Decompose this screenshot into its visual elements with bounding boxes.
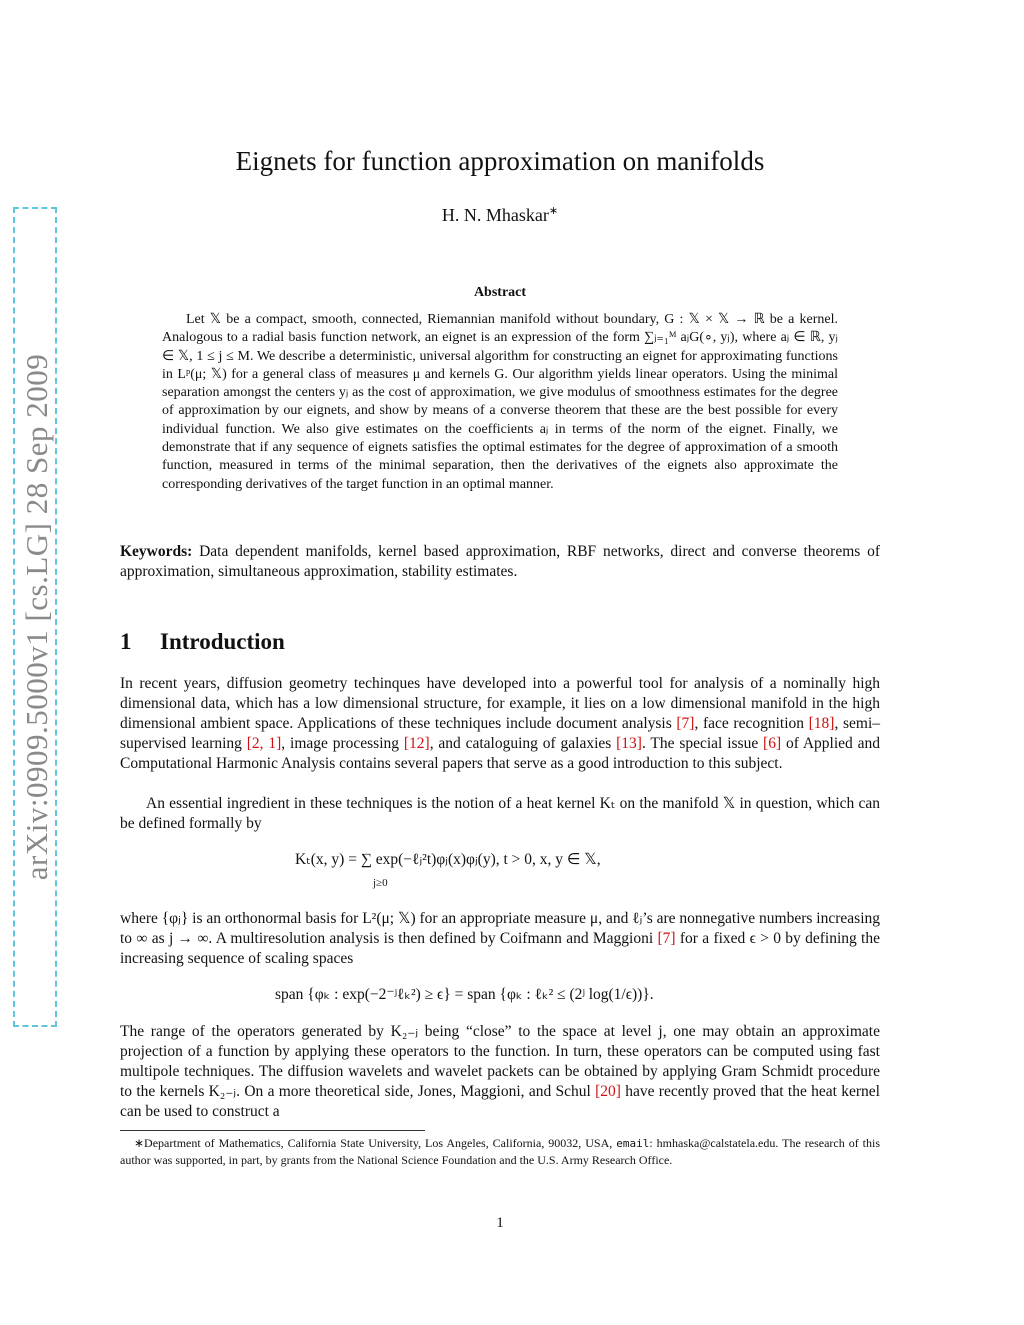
section-number: 1: [120, 629, 132, 654]
text-run: The range of the operators generated by K₂₋ⱼ being “close” to the space at level j, one may obtain an approximate projection of a function by applying these operators to the function. In turn, these operators can be computed using fast multipole techniques. The diffusion wavelets and wavelet packets can be obtained by applying Gram Schmidt procedure to the kernels K₂₋ⱼ. On a more theoretical side, Jones, Maggioni, and Schul: [120, 1023, 880, 1100]
citation-link[interactable]: [13]: [616, 735, 642, 752]
text-run: , image processing: [281, 735, 404, 752]
paper-title: Eignets for function approximation on manifolds: [235, 146, 765, 176]
text-run: where {φⱼ} is an orthonormal basis for L²(μ; 𝕏) for an appropriate measure μ, and ℓⱼ’s are nonnegative numbers increasing to ∞ as j → ∞. A multiresolution analysis is then defined by Coifmann and Maggioni: [120, 910, 880, 947]
heat-kernel-equation: Kₜ(x, y) = ∑ exp(−ℓⱼ²t)φⱼ(x)φⱼ(y), t > 0, x, y ∈ 𝕏,: [295, 851, 601, 868]
text-run: In recent years, diffusion geometry techinques have developed into a powerful tool for analysis of a nominally high dimensional data, which has a low dimensional structure, for example, it lies on a low dimensional manifold in the high dimensional ambient space. Applications of these techniques include document analysis: [120, 675, 880, 732]
citation-link[interactable]: [18]: [808, 715, 835, 732]
citation-link[interactable]: [7]: [676, 715, 695, 732]
intro-paragraph-2: An essential ingredient in these techniques is the notion of a heat kernel Kₜ on the manifold 𝕏 in question, which can be defined formally by: [120, 795, 880, 832]
text-run: have recently proved that the heat kernel can be used to construct a: [120, 1083, 880, 1120]
author-name: H. N. Mhaskar: [441, 205, 549, 225]
keywords-text: Data dependent manifolds, kernel based approximation, RBF networks, direct and converse theorems of approximation, simultaneous approximation, stability estimates.: [120, 543, 880, 580]
intro-paragraph-1: [120, 674, 880, 774]
footnote-rule: [120, 1130, 425, 1131]
page-number: 1: [496, 1215, 504, 1231]
text-run: , semi–supervised learning: [120, 715, 881, 752]
keywords-label: Keywords:: [120, 543, 193, 560]
text-run: , face recognition: [694, 715, 809, 732]
author-footnote-mark: ∗: [548, 205, 559, 217]
text-run: of Applied and Computational Harmonic Analysis contains several papers that serve as a good introduction to this subject.: [120, 735, 881, 772]
email-label: email: [616, 1137, 650, 1150]
text-run: for a fixed ϵ > 0 by defining the increasing sequence of scaling spaces: [120, 930, 880, 967]
keywords: [120, 542, 880, 582]
scaling-spaces-equation: span {φₖ : exp(−2⁻ʲℓₖ²) ≥ ϵ} = span {φₖ : ℓₖ² ≤ (2ʲ log(1/ϵ))}.: [275, 986, 654, 1003]
arxiv-stamp: arXiv:0909.5000v1 [cs.LG] 28 Sep 2009: [13, 207, 57, 1027]
footnote: [120, 1135, 880, 1168]
text-run: : hmhaska@calstatela.edu. The research of this author was supported, in part, by grants from the National Science Foundation and the U.S. Army Research Office.: [120, 1136, 880, 1167]
abstract-text: Let 𝕏 be a compact, smooth, connected, Riemannian manifold without boundary, G : 𝕏 × 𝕏 → ℝ be a kernel. Analogous to a radial basis function network, an eignet is an expression of the form ∑ⱼ₌₁ᴹ aⱼG(∘, yⱼ), where aⱼ ∈ ℝ, yⱼ ∈ 𝕏, 1 ≤ j ≤ M. We describe a deterministic, universal algorithm for constructing an eignet for approximating functions in Lᵖ(μ; 𝕏) for a general class of measures μ and kernels G. Our algorithm yields linear operators. Using the minimal separation amongst the centers yⱼ as the cost of approximation, we give modulus of smoothness estimates for the degree of approximation by our eignets, and show by means of a converse theorem that these are the best possible for every individual function. We also give estimates on the coefficients aⱼ in terms of the norm of the eignet. Finally, we demonstrate that if any sequence of eignets satisfies the optimal estimates for the degree of approximation of a smooth function, measured in terms of the minimal separation, then the derivatives of the eignets also approximate the corresponding derivatives of the target function in an optimal manner.: [162, 312, 838, 492]
citation-link[interactable]: [12]: [403, 735, 430, 752]
citation-link[interactable]: [20]: [595, 1083, 621, 1100]
text-run: . The special issue: [641, 735, 764, 752]
intro-paragraph-4: [120, 1022, 880, 1122]
citation-link[interactable]: [6]: [763, 735, 782, 752]
citation-link[interactable]: [2, 1]: [246, 735, 282, 752]
section-title: Introduction: [160, 629, 285, 654]
text-run: , and cataloguing of galaxies: [429, 735, 617, 752]
abstract-heading: Abstract: [473, 285, 527, 300]
section-heading: [120, 629, 285, 655]
citation-link[interactable]: [7]: [657, 930, 676, 947]
text-run: ∗Department of Mathematics, California State University, Los Angeles, California, 90032, USA,: [134, 1136, 617, 1150]
intro-paragraph-3: [120, 909, 880, 969]
author: [120, 204, 880, 226]
heat-kernel-sum-index: j≥0: [373, 877, 388, 889]
